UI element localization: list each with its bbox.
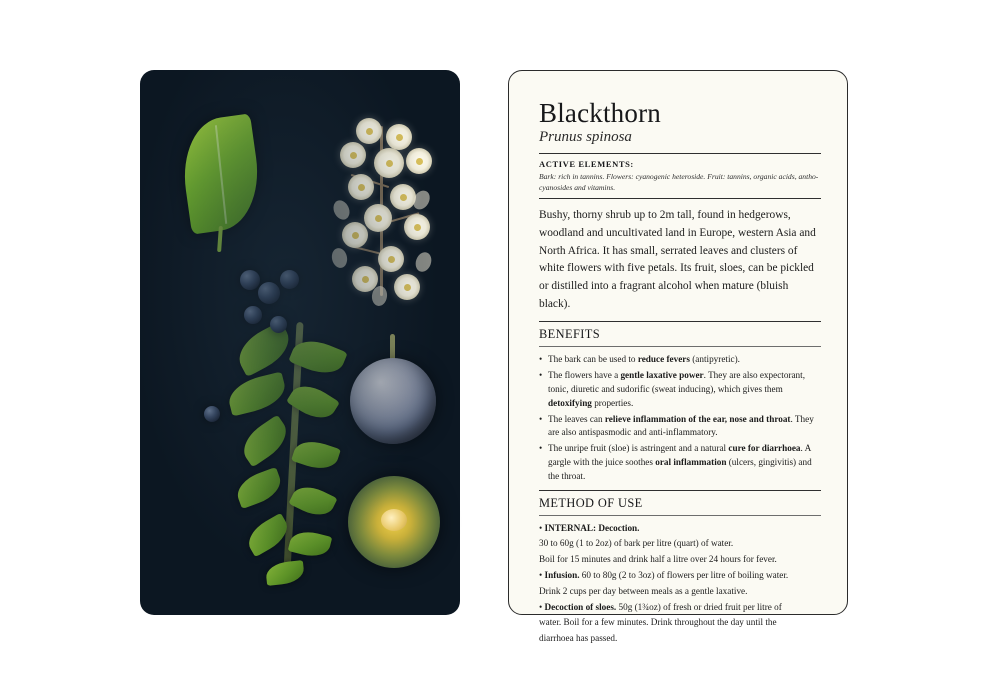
flower-icon — [356, 118, 382, 144]
sloe-fruit-icon — [244, 306, 262, 324]
branch-leaf-icon — [231, 321, 296, 377]
list-item: • INTERNAL: Decoction. — [539, 522, 640, 533]
divider — [539, 515, 821, 516]
list-item: • Infusion. 60 to 80g (2 to 3oz) of flowers per litre of boiling water. — [539, 569, 789, 580]
information-card — [508, 70, 848, 644]
flower-icon — [378, 246, 404, 272]
sloe-fruit-icon — [280, 270, 299, 289]
list-item: • Decoction of sloes. 50g (1¾oz) of fresh or dried fruit per litre of — [539, 601, 782, 612]
sloe-fruit-icon — [270, 316, 287, 333]
method-of-use-list — [539, 522, 821, 646]
petal-icon — [330, 198, 352, 222]
petal-icon — [371, 285, 389, 307]
active-elements-heading: ACTIVE ELEMENTS: — [539, 159, 634, 170]
list-item: 30 to 60g (1 to 2oz) of bark per litre (quart) of water. — [539, 538, 734, 549]
divider — [539, 198, 821, 199]
list-item: Drink 2 cups per day between meals as a gentle laxative. — [539, 585, 748, 596]
sloe-fruit-icon — [204, 406, 220, 422]
petal-icon — [330, 247, 349, 270]
flower-icon — [364, 204, 392, 232]
active-elements-text: Bark: rich in tannins. Flowers: cyanogenic heteroside. Fruit: tannins, organic acids, antho-cyanosides and vitamins. — [539, 172, 819, 193]
list-item: • The unripe fruit (sloe) is astringent and a natural cure for diarrhoea. A gargle with the juice soothes oral inflammation (ulcers, gingivitis) and the throat. — [539, 442, 821, 483]
specimen-plate-card — [140, 70, 460, 615]
list-item: • The leaves can relieve inflammation of the ear, nose and throat. They are also antispasmodic and anti-inflammatory. — [539, 413, 821, 441]
flower-icon — [386, 124, 412, 150]
flower-icon — [340, 142, 366, 168]
list-item: diarrhoea has passed. — [539, 633, 618, 644]
benefits-list — [539, 353, 821, 483]
benefits-heading: BENEFITS — [539, 327, 601, 342]
divider — [539, 490, 821, 491]
list-item: • The bark can be used to reduce fevers (antipyretic). — [539, 353, 821, 367]
leaf-stalk-icon — [217, 226, 223, 252]
branch-leaf-icon — [288, 528, 333, 561]
flower-icon — [390, 184, 416, 210]
method-of-use-heading: METHOD OF USE — [539, 495, 643, 510]
divider — [539, 153, 821, 154]
list-item: • The flowers have a gentle laxative power. They are also expectorant, tonic, diuretic and sudorific (sweat inducing), which gives them detoxifying properties. — [539, 369, 821, 410]
halved-sloe-fruit-icon — [348, 476, 440, 568]
description-text: Bushy, thorny shrub up to 2m tall, found in hedgerows, woodland and uncultivated land in Europe, western Asia and North Africa. It has small, serrated leaves and clusters of white flowers with five petals. Its fruit, sloes, can be pickled or distilled into a fragrant alcohol when mature (bluish black). — [539, 209, 816, 310]
flower-icon — [348, 174, 374, 200]
latin-name: Prunus spinosa — [539, 129, 632, 146]
branch-leaf-icon — [236, 415, 294, 468]
branch-leaf-icon — [265, 560, 305, 586]
whole-sloe-fruit-icon — [350, 358, 436, 444]
list-item: Boil for 15 minutes and drink half a litre over 24 hours for fever. — [539, 554, 777, 565]
flower-icon — [406, 148, 432, 174]
flower-icon — [374, 148, 404, 178]
flower-cluster-specimen — [328, 118, 444, 308]
branch-leaf-icon — [288, 480, 337, 522]
list-item: water. Boil for a few minutes. Drink throughout the day until the — [539, 617, 777, 628]
sloe-fruit-icon — [240, 270, 260, 290]
flower-icon — [394, 274, 420, 300]
branch-leaf-icon — [225, 371, 289, 416]
leaf-specimen-icon — [177, 113, 266, 234]
flower-icon — [404, 214, 430, 240]
branch-leaf-icon — [233, 467, 286, 509]
flower-icon — [342, 222, 368, 248]
branch-leaf-icon — [291, 436, 341, 474]
page-title: Blackthorn — [539, 98, 661, 128]
divider — [539, 346, 821, 347]
petal-icon — [413, 250, 434, 274]
sloe-fruit-icon — [258, 282, 280, 304]
divider — [539, 321, 821, 322]
